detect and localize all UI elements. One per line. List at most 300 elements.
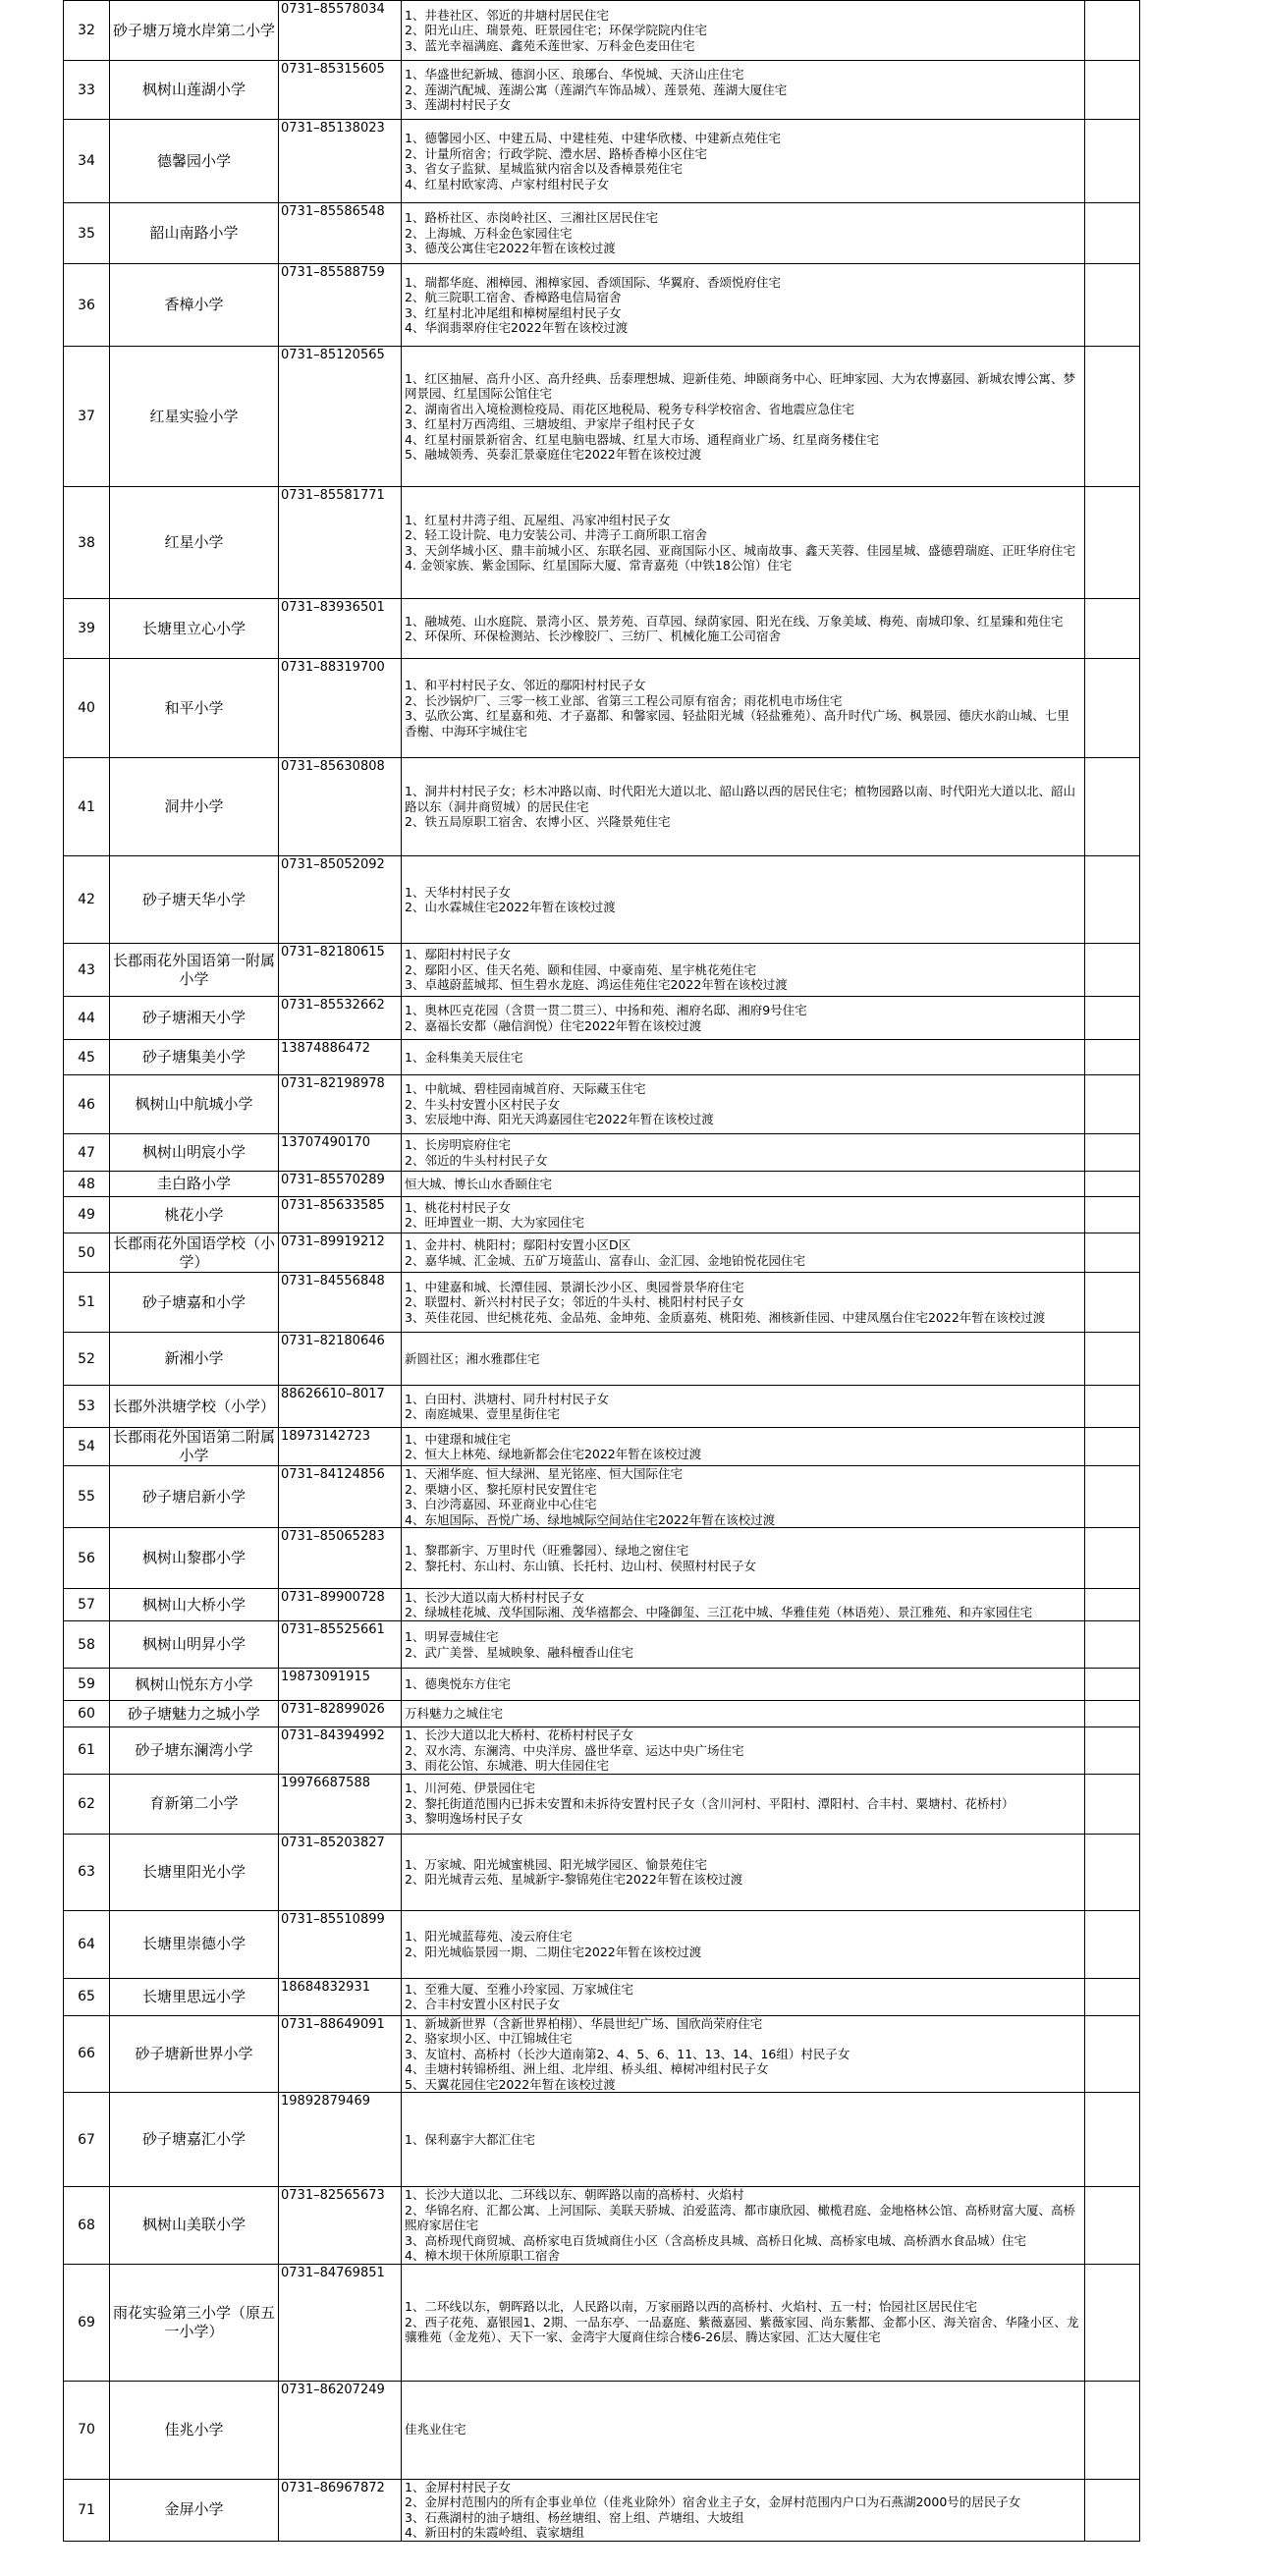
- row-number: 70: [64, 2381, 110, 2479]
- remarks-cell: [1085, 1233, 1140, 1273]
- enrollment-area: [402, 1386, 1085, 1428]
- school-phone: 18684832931: [279, 1978, 402, 2015]
- enrollment-area-line: 1、长房明宸府住宅: [405, 1137, 511, 1152]
- enrollment-area-line: 1、二环线以东，朝晖路以北，人民路以南，万家丽路以西的高桥村、火焰村、五一村；怡园社区居民住宅: [405, 2299, 977, 2315]
- school-name: 长郡雨花外国语第二附属小学: [110, 1428, 279, 1466]
- enrollment-area-line: 1、金井村、桃阳村；鄢阳村安置小区D区: [405, 1237, 631, 1252]
- school-phone: 13874886472: [279, 1040, 402, 1075]
- enrollment-area-line: 2、金屏村范围内的所有企事业单位（佳兆业除外）宿舍业主子女，金屏村范围内户口为石燕湖2000号的居民子女: [405, 2494, 1021, 2509]
- school-name: 育新第二小学: [110, 1774, 279, 1834]
- enrollment-area: [402, 1978, 1085, 2015]
- remarks-cell: [1085, 1774, 1140, 1834]
- row-number: 34: [64, 120, 110, 203]
- enrollment-area-line: 1、新城新世界（含新世界柏栩）、华晨世纪广场、国欣尚荣府住宅: [405, 2015, 763, 2031]
- enrollment-area-line: 1、白田村、洪塘村、同升村村民子女: [405, 1391, 609, 1406]
- school-name: 长郡外洪塘学校（小学）: [110, 1386, 279, 1428]
- school-phone: 0731–85630808: [279, 758, 402, 856]
- table-row: [64, 1386, 1140, 1428]
- table-row: [64, 659, 1140, 758]
- remarks-cell: [1085, 1386, 1140, 1428]
- enrollment-area: [402, 1233, 1085, 1273]
- remarks-cell: [1085, 347, 1140, 487]
- table-row: [64, 1774, 1140, 1834]
- enrollment-area: [402, 1621, 1085, 1669]
- row-number: 53: [64, 1386, 110, 1428]
- school-phone: 0731–84769851: [279, 2264, 402, 2381]
- enrollment-area-line: 1、阳光城蓝莓苑、凌云府住宅: [405, 1929, 573, 1944]
- enrollment-area: [402, 997, 1085, 1040]
- school-name: 和平小学: [110, 659, 279, 758]
- enrollment-area-line: 2、航三院职工宿舍、香樟路电信局宿舍: [405, 290, 622, 304]
- enrollment-area-line: 2、环保所、环保检测站、长沙橡胶厂、三纺厂、机械化施工公司宿舍: [405, 629, 781, 643]
- remarks-cell: [1085, 1978, 1140, 2015]
- enrollment-area-line: 1、桃花村村民子女: [405, 1199, 511, 1215]
- school-phone: 0731–84556848: [279, 1273, 402, 1333]
- enrollment-area-line: 3、卓越蔚蓝城邦、恒生碧水龙庭、鸿运佳苑住宅2022年暂在该校过渡: [405, 977, 788, 993]
- remarks-cell: [1085, 1910, 1140, 1978]
- enrollment-area: [402, 2015, 1085, 2093]
- enrollment-area: [402, 1333, 1085, 1386]
- school-phone: 0731–82565673: [279, 2187, 402, 2265]
- enrollment-area: [402, 1197, 1085, 1233]
- enrollment-area-line: 3、弘欣公寓、红星嘉和苑、才子嘉都、和馨家园、轻盐阳光城（轻盐雅苑）、高升时代广场、枫景园、德庆水韵山城、七里香榭、中海环宇城住宅: [405, 708, 1069, 739]
- row-number: 41: [64, 758, 110, 856]
- row-number: 62: [64, 1774, 110, 1834]
- enrollment-area-line: 2、绿城桂花城、茂华国际湘、茂华禧都会、中隆御玺、三江花中城、华雅佳苑（林语苑）、景江雅苑、和卉家园住宅: [405, 1605, 1033, 1619]
- table-row: [64, 1040, 1140, 1075]
- enrollment-area-line: 1、金科集美天辰住宅: [405, 1049, 523, 1065]
- table-row: [64, 856, 1140, 944]
- enrollment-area-line: 3、宏辰地中海、阳光天鸿嘉园住宅2022年暂在该校过渡: [405, 1112, 714, 1127]
- remarks-cell: [1085, 1197, 1140, 1233]
- school-name: 砂子塘湘天小学: [110, 997, 279, 1040]
- enrollment-area-line: 2、嘉福长安都（融信润悦）住宅2022年暂在该校过渡: [405, 1017, 702, 1033]
- enrollment-area-line: 1、中航城、碧桂园南城首府、天际藏玉住宅: [405, 1081, 646, 1097]
- school-phone: 0731–85120565: [279, 347, 402, 487]
- enrollment-area-line: 3、红星村万西湾组、三塘坡组、尹家岸子组村民子女: [405, 416, 695, 431]
- enrollment-area-line: 恒大城、博长山水香颐住宅: [405, 1176, 553, 1191]
- enrollment-area-line: 万科魅力之城住宅: [405, 1706, 504, 1722]
- school-phone: 0731–82198978: [279, 1075, 402, 1134]
- row-number: 37: [64, 347, 110, 487]
- enrollment-area: [402, 1466, 1085, 1528]
- school-name: 枫树山明宸小学: [110, 1134, 279, 1172]
- row-number: 40: [64, 659, 110, 758]
- enrollment-area-line: 1、中建璟和城住宅: [405, 1431, 511, 1447]
- enrollment-area-line: 3、莲湖村村民子女: [405, 97, 511, 113]
- enrollment-area-line: 2、南庭城果、壹里星街住宅: [405, 1406, 560, 1421]
- school-phone: 19892879469: [279, 2093, 402, 2187]
- enrollment-area: [402, 2093, 1085, 2187]
- table-row: [64, 61, 1140, 120]
- school-name: 砂子塘启新小学: [110, 1466, 279, 1528]
- enrollment-area-line: 4. 金领家族、紫金国际、红星国际大厦、常青嘉苑（中铁18公馆）住宅: [405, 558, 793, 573]
- table-row: [64, 997, 1140, 1040]
- table-row: [64, 2187, 1140, 2265]
- table-row: [64, 264, 1140, 347]
- enrollment-area-line: 2、合丰村安置小区村民子女: [405, 1997, 560, 2011]
- enrollment-area-line: 2、双水湾、东澜湾、中央洋房、盛世华章、运达中央广场住宅: [405, 1742, 744, 1758]
- school-name: 枫树山莲湖小学: [110, 61, 279, 120]
- table-row: [64, 1075, 1140, 1134]
- remarks-cell: [1085, 1333, 1140, 1386]
- enrollment-area-line: 1、红区抽屉、高升小区、高升经典、岳泰理想城、迎新佳苑、坤颐商务中心、旺坤家园、大为农博嘉园、新城农博公寓、梦网景园、红星国际公馆住宅: [405, 370, 1075, 401]
- school-phone: 0731–85065283: [279, 1528, 402, 1589]
- enrollment-area-line: 1、融城苑、山水庭院、景湾小区、景芳苑、百草园、绿荫家园、阳光在线、万象美域、梅苑、南城印象、红星臻和苑住宅: [405, 613, 1064, 629]
- remarks-cell: [1085, 2187, 1140, 2265]
- table-row: [64, 1621, 1140, 1669]
- enrollment-area-line: 2、长沙锅炉厂、三零一核工业部、省第三工程公司原有宿舍；雨花机电市场住宅: [405, 692, 843, 708]
- enrollment-area-line: 2、山水霖城住宅2022年暂在该校过渡: [405, 900, 616, 914]
- remarks-cell: [1085, 2479, 1140, 2541]
- enrollment-area: [402, 1075, 1085, 1134]
- enrollment-area-line: 2、湖南省出入境检测检疫局、雨花区地税局、税务专科学校宿舍、省地震应急住宅: [405, 401, 854, 416]
- enrollment-area: [402, 2264, 1085, 2381]
- enrollment-area-line: 2、轻工设计院、电力安装公司、井湾子工商所职工宿舍: [405, 527, 707, 542]
- table-row: [64, 2264, 1140, 2381]
- enrollment-area-line: 4、华润翡翠府住宅2022年暂在该校过渡: [405, 320, 629, 335]
- school-name: 长塘里思远小学: [110, 1978, 279, 2015]
- remarks-cell: [1085, 944, 1140, 997]
- enrollment-area-line: 1、长沙大道以北、二环线以东、朝晖路以南的高桥村、火焰村: [405, 2187, 744, 2202]
- school-name: 佳兆小学: [110, 2381, 279, 2479]
- remarks-cell: [1085, 1701, 1140, 1727]
- school-name: 桃花小学: [110, 1197, 279, 1233]
- enrollment-area-line: 2、邻近的牛头村村民子女: [405, 1152, 548, 1168]
- row-number: 65: [64, 1978, 110, 2015]
- school-name: 枫树山黎郡小学: [110, 1528, 279, 1589]
- enrollment-area: [402, 2381, 1085, 2479]
- remarks-cell: [1085, 1466, 1140, 1528]
- enrollment-area-line: 1、川河苑、伊景园住宅: [405, 1781, 535, 1796]
- school-name: 香樟小学: [110, 264, 279, 347]
- school-name: 洞井小学: [110, 758, 279, 856]
- school-name: 红星实验小学: [110, 347, 279, 487]
- table-row: [64, 758, 1140, 856]
- row-number: 33: [64, 61, 110, 120]
- enrollment-area-line: 1、井巷社区、邻近的井塘村居民住宅: [405, 7, 609, 23]
- enrollment-area: [402, 1774, 1085, 1834]
- enrollment-area-line: 2、阳光山庄、瑞景苑、旺景园住宅；环保学院院内住宅: [405, 23, 707, 38]
- school-phone: 0731–85581771: [279, 487, 402, 599]
- table-row: [64, 1978, 1140, 2015]
- school-name: 枫树山美联小学: [110, 2187, 279, 2265]
- school-district-table: [63, 0, 1140, 2542]
- enrollment-area-line: 3、石燕湖村的油子塘组、杨丝塘组、窑上组、芦塘组、大坡组: [405, 2509, 744, 2525]
- school-phone: 0731–85138023: [279, 120, 402, 203]
- school-name: 金屏小学: [110, 2479, 279, 2541]
- enrollment-area-line: 4、红星村丽景新宿舍、红星电脑电器城、红星大市场、通程商业广场、红星商务楼住宅: [405, 431, 879, 447]
- remarks-cell: [1085, 1075, 1140, 1134]
- row-number: 63: [64, 1834, 110, 1910]
- enrollment-area: [402, 758, 1085, 856]
- remarks-cell: [1085, 1273, 1140, 1333]
- remarks-cell: [1085, 120, 1140, 203]
- enrollment-area-line: 2、莲湖汽配城、莲湖公寓（莲湖汽车饰品城）、莲景苑、莲湖大厦住宅: [405, 82, 788, 97]
- remarks-cell: [1085, 1134, 1140, 1172]
- table-row: [64, 1701, 1140, 1727]
- enrollment-area-line: 佳兆业住宅: [405, 2422, 466, 2438]
- row-number: 50: [64, 1233, 110, 1273]
- enrollment-area-line: 1、中建嘉和城、长潭佳园、景湖长沙小区、奥园誉景华府住宅: [405, 1279, 744, 1294]
- enrollment-area-line: 2、骆家坝小区、中江锦城住宅: [405, 2031, 573, 2046]
- school-phone: 0731–85578034: [279, 1, 402, 61]
- table-row: [64, 1910, 1140, 1978]
- remarks-cell: [1085, 1040, 1140, 1075]
- enrollment-area-line: 1、金屏村村民子女: [405, 2479, 511, 2494]
- enrollment-area-line: 1、和平村村民子女、邻近的鄢阳村村民子女: [405, 678, 646, 692]
- table-row: [64, 2479, 1140, 2541]
- table-row: [64, 1727, 1140, 1775]
- table-row: [64, 944, 1140, 997]
- school-name: 长塘里立心小学: [110, 599, 279, 659]
- enrollment-area-line: 1、天湘华庭、恒大绿洲、星光铭座、恒大国际住宅: [405, 1466, 683, 1481]
- row-number: 68: [64, 2187, 110, 2265]
- school-phone: 0731–82180615: [279, 944, 402, 997]
- school-phone: 0731–88319700: [279, 659, 402, 758]
- enrollment-area-line: 2、嘉华城、汇金城、五矿万境蓝山、富春山、金汇园、金地铂悦花园住宅: [405, 1252, 805, 1268]
- table-row: [64, 1333, 1140, 1386]
- enrollment-area: [402, 659, 1085, 758]
- enrollment-area-line: 2、黎托街道范围内已拆未安置和未拆待安置村民子女（含川河村、平阳村、潭阳村、合丰村、粟塘村、花桥村）: [405, 1795, 1014, 1811]
- table-row: [64, 1172, 1140, 1197]
- enrollment-area: [402, 599, 1085, 659]
- school-phone: 0731–85586548: [279, 203, 402, 264]
- row-number: 71: [64, 2479, 110, 2541]
- row-number: 52: [64, 1333, 110, 1386]
- enrollment-area-line: 3、友谊村、高桥村（长沙大道南第2、4、5、6、11、13、14、16组）村民子女: [405, 2046, 850, 2061]
- enrollment-area-line: 2、华锦名府、汇都公寓、上河国际、美联天骄城、泊爱蓝湾、都市康欣园、橄榄君庭、金地格林公馆、高桥财富大厦、高桥熙府家居住宅: [405, 2202, 1075, 2232]
- row-number: 39: [64, 599, 110, 659]
- remarks-cell: [1085, 599, 1140, 659]
- enrollment-area-line: 1、洞井村村民子女；杉木冲路以南、时代阳光大道以北、韶山路以西的居民住宅；植物园路以南、时代阳光大道以北、韶山路以东（洞井商贸城）的居民住宅: [405, 784, 1075, 814]
- school-phone: 19976687588: [279, 1774, 402, 1834]
- remarks-cell: [1085, 1172, 1140, 1197]
- table-row: [64, 1466, 1140, 1528]
- enrollment-area: [402, 1669, 1085, 1701]
- row-number: 69: [64, 2264, 110, 2381]
- school-phone: 0731–86207249: [279, 2381, 402, 2479]
- enrollment-area-line: 1、保利嘉宇大都汇住宅: [405, 2131, 535, 2147]
- row-number: 61: [64, 1727, 110, 1775]
- remarks-cell: [1085, 659, 1140, 758]
- enrollment-area: [402, 1834, 1085, 1910]
- enrollment-area-line: 1、天华村村民子女: [405, 884, 511, 900]
- enrollment-area-line: 1、瑞都华庭、湘樟园、湘樟家园、香颂国际、华翼府、香颂悦府住宅: [405, 274, 781, 290]
- row-number: 45: [64, 1040, 110, 1075]
- enrollment-area-line: 1、长沙大道以北大桥村、花桥村村民子女: [405, 1727, 633, 1742]
- table-row: [64, 1197, 1140, 1233]
- remarks-cell: [1085, 758, 1140, 856]
- enrollment-area-line: 3、天剑华城小区、鼎丰前城小区、东联名园、亚商国际小区、城南故事、鑫天芙蓉、佳园星城、盛德碧瑞庭、正旺华府住宅: [405, 542, 1075, 558]
- remarks-cell: [1085, 1528, 1140, 1589]
- enrollment-area-line: 2、武广美誉、星城映象、融科檀香山住宅: [405, 1644, 633, 1660]
- school-phone: 0731–85633585: [279, 1197, 402, 1233]
- enrollment-area-line: 3、红星村北冲尾组和樟树屋组村民子女: [405, 304, 622, 320]
- enrollment-area-line: 3、白沙湾嘉园、环亚商业中心住宅: [405, 1497, 597, 1511]
- remarks-cell: [1085, 2264, 1140, 2381]
- enrollment-area: [402, 1589, 1085, 1621]
- enrollment-area: [402, 1428, 1085, 1466]
- table-row: [64, 487, 1140, 599]
- enrollment-area-line: 2、栗塘小区、黎托原村民安置住宅: [405, 1481, 597, 1497]
- enrollment-area-line: 1、红星村井湾子组、瓦屋组、冯家冲组村民子女: [405, 512, 671, 527]
- table-row: [64, 1233, 1140, 1273]
- enrollment-area-line: 2、旺坤置业一期、大为家园住宅: [405, 1215, 584, 1230]
- table-row: [64, 1, 1140, 61]
- table-row: [64, 2093, 1140, 2187]
- table-row: [64, 1834, 1140, 1910]
- enrollment-area-line: 1、万家城、阳光城蜜桃园、阳光城学园区、愉景苑住宅: [405, 1856, 707, 1872]
- enrollment-area-line: 3、英佳花园、世纪桃花苑、金品苑、金坤苑、金质嘉苑、桃阳苑、湘核新佳园、中建凤凰台住宅2022年暂在该校过渡: [405, 1309, 1046, 1325]
- row-number: 47: [64, 1134, 110, 1172]
- school-name: 砂子塘东澜湾小学: [110, 1727, 279, 1775]
- school-name: 砂子塘魅力之城小学: [110, 1701, 279, 1727]
- school-phone: 0731–88649091: [279, 2015, 402, 2093]
- row-number: 36: [64, 264, 110, 347]
- school-name: 雨花实验第三小学（原五一小学）: [110, 2264, 279, 2381]
- table-row: [64, 1669, 1140, 1701]
- enrollment-area-line: 2、黎托村、东山村、东山镇、长托村、边山村、侯照村村民子女: [405, 1558, 756, 1573]
- enrollment-area-line: 2、铁五局原职工宿舍、农博小区、兴隆景苑住宅: [405, 814, 671, 830]
- school-phone: 0731–85532662: [279, 997, 402, 1040]
- enrollment-area-line: 新圆社区；湘水雅郡住宅: [405, 1350, 540, 1366]
- school-phone: 0731–85510899: [279, 1910, 402, 1978]
- enrollment-area: [402, 856, 1085, 944]
- school-phone: 0731–89919212: [279, 1233, 402, 1273]
- school-name: 枫树山明昇小学: [110, 1621, 279, 1669]
- row-number: 43: [64, 944, 110, 997]
- enrollment-area-line: 2、联盟村、新兴村村民子女；邻近的牛头村、桃阳村村民子女: [405, 1294, 744, 1310]
- school-name: 枫树山中航城小学: [110, 1075, 279, 1134]
- row-number: 32: [64, 1, 110, 61]
- school-name: 砂子塘万境水岸第二小学: [110, 1, 279, 61]
- table-row: [64, 599, 1140, 659]
- enrollment-area-line: 1、鄢阳村村民子女: [405, 947, 511, 962]
- enrollment-area-line: 3、黎明逸场村民子女: [405, 1811, 523, 1827]
- enrollment-area: [402, 347, 1085, 487]
- school-name: 枫树山大桥小学: [110, 1589, 279, 1621]
- enrollment-area-line: 2、西子花苑、嘉银园1、2期、一品东亭、一品嘉庭、紫薇嘉园、紫薇家园、尚东紫都、金都小区、海关宿舍、华隆小区、龙骧雅苑（金龙苑）、天下一家、金湾宇大厦商住综合楼6-26层、腾达家园、汇达大厦住宅: [405, 2314, 1079, 2345]
- row-number: 35: [64, 203, 110, 264]
- enrollment-area-line: 1、德馨园小区、中建五局、中建桂苑、中建华欣楼、中建新点苑住宅: [405, 131, 781, 145]
- table-row: [64, 1134, 1140, 1172]
- row-number: 38: [64, 487, 110, 599]
- school-name: 长塘里阳光小学: [110, 1834, 279, 1910]
- enrollment-area: [402, 203, 1085, 264]
- school-phone: 0731–84394992: [279, 1727, 402, 1775]
- row-number: 46: [64, 1075, 110, 1134]
- enrollment-area-line: 3、蓝光幸福满庭、鑫苑禾莲世家、万科金色麦田住宅: [405, 37, 695, 53]
- row-number: 55: [64, 1466, 110, 1528]
- remarks-cell: [1085, 2015, 1140, 2093]
- enrollment-area-line: 3、德茂公寓住宅2022年暂在该校过渡: [405, 241, 616, 256]
- school-phone: 88626610–8017: [279, 1386, 402, 1428]
- table-row: [64, 1273, 1140, 1333]
- enrollment-area-line: 2、计量所宿舍；行政学院、澧水居、路桥香樟小区住宅: [405, 145, 707, 161]
- school-phone: 0731–89900728: [279, 1589, 402, 1621]
- school-phone: 19873091915: [279, 1669, 402, 1701]
- school-name: 韶山南路小学: [110, 203, 279, 264]
- school-phone: 0731–85525661: [279, 1621, 402, 1669]
- remarks-cell: [1085, 1727, 1140, 1775]
- remarks-cell: [1085, 1589, 1140, 1621]
- table-row: [64, 1589, 1140, 1621]
- enrollment-area: [402, 120, 1085, 203]
- school-name: 新湘小学: [110, 1333, 279, 1386]
- school-phone: 0731–85570289: [279, 1172, 402, 1197]
- remarks-cell: [1085, 1428, 1140, 1466]
- enrollment-area-line: 1、华盛世纪新城、德润小区、琅琊台、华悦城、天济山庄住宅: [405, 67, 744, 82]
- enrollment-area: [402, 1, 1085, 61]
- remarks-cell: [1085, 61, 1140, 120]
- school-phone: 0731–86967872: [279, 2479, 402, 2541]
- enrollment-area-line: 1、黎郡新宇、万里时代（旺雅馨园）、绿地之窗住宅: [405, 1543, 689, 1558]
- enrollment-area: [402, 1701, 1085, 1727]
- school-phone: 0731–85052092: [279, 856, 402, 944]
- row-number: 51: [64, 1273, 110, 1333]
- remarks-cell: [1085, 1621, 1140, 1669]
- enrollment-area: [402, 2479, 1085, 2541]
- enrollment-area-line: 4、圭塘村转锦桥组、洲上组、北岸组、桥头组、樟树冲组村民子女: [405, 2061, 769, 2076]
- school-phone: 0731–85315605: [279, 61, 402, 120]
- school-name: 红星小学: [110, 487, 279, 599]
- row-number: 49: [64, 1197, 110, 1233]
- enrollment-area: [402, 487, 1085, 599]
- row-number: 67: [64, 2093, 110, 2187]
- remarks-cell: [1085, 1, 1140, 61]
- row-number: 42: [64, 856, 110, 944]
- enrollment-area-line: 5、融城领秀、英泰汇景豪庭住宅2022年暂在该校过渡: [405, 447, 702, 462]
- enrollment-area-line: 3、省女子监狱、星城监狱内宿舍以及香樟景苑住宅: [405, 161, 683, 176]
- enrollment-area: [402, 264, 1085, 347]
- table-row: [64, 347, 1140, 487]
- remarks-cell: [1085, 856, 1140, 944]
- row-number: 64: [64, 1910, 110, 1978]
- school-name: 长塘里崇德小学: [110, 1910, 279, 1978]
- school-phone: 0731–82899026: [279, 1701, 402, 1727]
- enrollment-area-line: 1、路桥社区、赤岗岭社区、三湘社区居民住宅: [405, 210, 658, 226]
- enrollment-area-line: 3、雨花公馆、东城港、明大佳园住宅: [405, 1758, 609, 1773]
- remarks-cell: [1085, 487, 1140, 599]
- school-name: 砂子塘集美小学: [110, 1040, 279, 1075]
- row-number: 48: [64, 1172, 110, 1197]
- enrollment-area-line: 4、东旭国际、吾悦广场、绿地城际空间站住宅2022年暂在该校过渡: [405, 1511, 776, 1527]
- enrollment-area-line: 4、红星村欧家湾、卢家村组村民子女: [405, 176, 609, 192]
- school-phone: 0731–85203827: [279, 1834, 402, 1910]
- enrollment-area-line: 5、天翼花园住宅2022年暂在该校过渡: [405, 2076, 616, 2092]
- school-name: 砂子塘嘉和小学: [110, 1273, 279, 1333]
- school-phone: 0731–82180646: [279, 1333, 402, 1386]
- remarks-cell: [1085, 2381, 1140, 2479]
- table-row: [64, 1528, 1140, 1589]
- enrollment-area: [402, 944, 1085, 997]
- enrollment-area-line: 2、鄢阳小区、佳天名苑、颐和佳园、中豪南苑、星宇桃花苑住宅: [405, 961, 756, 977]
- school-phone: 0731–84124856: [279, 1466, 402, 1528]
- school-name: 长郡雨花外国语学校（小学）: [110, 1233, 279, 1273]
- enrollment-area-line: 3、高桥现代商贸城、高桥家电百货城商住小区（含高桥皮具城、高桥日化城、高桥家电城、高桥酒水食品城）住宅: [405, 2232, 1026, 2248]
- enrollment-area-line: 1、德奥悦东方住宅: [405, 1676, 511, 1692]
- row-number: 56: [64, 1528, 110, 1589]
- enrollment-area-line: 2、阳光城青云苑、星城新宇-黎锦苑住宅2022年暂在该校过渡: [405, 1872, 743, 1887]
- table-row: [64, 2015, 1140, 2093]
- row-number: 57: [64, 1589, 110, 1621]
- enrollment-area: [402, 1910, 1085, 1978]
- row-number: 60: [64, 1701, 110, 1727]
- enrollment-area-line: 1、至雅大厦、至雅小玲家园、万家城住宅: [405, 1981, 633, 1997]
- table-row: [64, 2381, 1140, 2479]
- school-name: 长郡雨花外国语第一附属小学: [110, 944, 279, 997]
